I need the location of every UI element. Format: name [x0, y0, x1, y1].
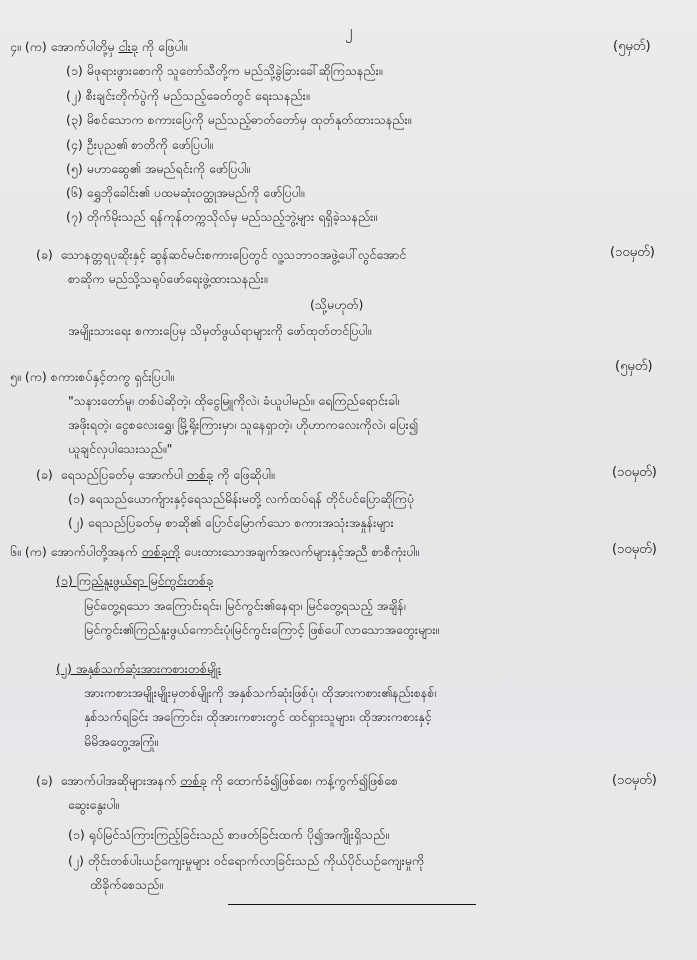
q4a-item-2: (၂) စီးချင်းတိုက်ပွဲကို မည်သည့်ခေတ်တွင် ရေးသနည်း။: [66, 88, 310, 103]
q4a-item-6: (၆) ရွှေဘိုခေါင်း၏ ပထမဆုံးဝတ္ထုအမည်ကို ဖော်ပြပါ။: [66, 185, 305, 200]
q6b-item-1: (၁) ရုပ်မြင်သံကြားကြည့်ခြင်းသည် စာဖတ်ခြင်းထက် ပို၍အကျိုးရှိသည်။: [68, 827, 390, 842]
q5b-label: (ခ): [36, 467, 53, 482]
q4a-prompt-post: ကို ဖြေပါ။: [141, 39, 188, 54]
q4b-text-1: သောနတ္တရပုဆိုးနှင့် ဆွန်ဆင်မင်းစကားပြေတွင် လူ့သဘာဝအဖွဲ့ပေါ်လွင်အောင်: [60, 247, 407, 262]
q6a-marks: (၁၀မှတ်): [612, 542, 657, 557]
q5b-prompt-pre: ရေသည်ပြခတ်မှ အောက်ပါ: [60, 467, 183, 482]
q6a-topic-2-line-1: အားကစားအမျိုးမျိုးမှတစ်မျိုးကို အနှစ်သက်ဆုံးဖြစ်ပုံ၊ ထိုအားကစား၏နည်းစနစ်၊: [84, 685, 437, 700]
q5b-header: [36, 466, 275, 484]
q5a-header: [10, 368, 174, 386]
q6b-prompt-pre: အောက်ပါအဆိုများအနက်: [60, 773, 177, 788]
page-number: ၂: [344, 22, 353, 40]
q6a-topic-2-line-3: မိမိအတွေ့အကြုံ။: [84, 734, 159, 749]
q4a-item-3: (၃) မိစင်သောက စကားပြေကို မည်သည့်ဓာတ်တော်မှ ထုတ်နုတ်ထားသနည်း။: [66, 112, 412, 127]
q6a-topic-1-title: (၁) ကြည်နူးဖွယ်ရာ မြင်ကွင်းတစ်ခု: [56, 573, 214, 588]
q5a-marks: (၅မှတ်): [615, 359, 653, 374]
q4a-item-7: (၇) တိုက်မိုးသည် ရန်ကုန်တက္ကသိုလ်မှ မည်သည့်ဘွဲ့များ ရရှိခဲ့သနည်း။: [66, 209, 378, 224]
q4a-prompt-emphasis: ငါးခု: [118, 39, 138, 54]
q6a-prompt-pre: အောက်ပါတို့အနက်: [50, 544, 138, 559]
q6a-prompt-post: ပေးထားသောအချက်အလက်များနှင့်အညီ စာစီကုံးပါ။: [184, 544, 420, 559]
q6b-prompt-emphasis: တစ်ခု: [180, 773, 207, 788]
q5a-quote-line-3: ယူချင်လှပါသေးသည်။": [68, 441, 173, 456]
q4a-prompt-pre: အောက်ပါတို့မှ: [50, 39, 115, 54]
q5a-quote-line-2: အဖိုးရတဲ့၊ ငွေစလေးရွှေ၊ မြို့ရိုးကြားမှာ၊ သူနေရှာတဲ့၊ ဟိုဟာကလေးကိုလဲ၊ ပြေး၍: [68, 417, 419, 432]
q6a-topic-2-line-2: နှစ်သက်ရခြင်း အကြောင်း၊ ထိုအားကစားတွင် ထင်ရှားသူများ၊ ထိုအားကစားနှင့်: [84, 709, 432, 724]
q6b-label: (ခ): [36, 773, 53, 788]
q6b-prompt-post: ကို ထောက်ခံ၍ဖြစ်စေ၊ ကန့်ကွက်၍ဖြစ်စေ: [210, 773, 399, 788]
q6a-prompt-emphasis: တစ်ခုကို: [141, 544, 181, 559]
q6a-topic-1-line-2: မြင်ကွင်း၏ကြည်နူးဖွယ်ကောင်းပုံ၊မြင်ကွင်းကြောင့် ဖြစ်ပေါ်လာသောအတွေးများ။: [84, 622, 440, 637]
q5b-marks: (၁၀မှတ်): [612, 465, 657, 480]
q5b-prompt-post: ကို ဖြေဆိုပါ။: [217, 467, 275, 482]
q6a-label: (က): [24, 544, 47, 559]
q4b-label: (ခ): [36, 247, 53, 262]
q6b-item-2-cont: ထိခိုက်စေသည်။: [90, 877, 164, 892]
q6b-header: [36, 772, 398, 790]
q4-number: ၄။: [10, 39, 21, 54]
q5a-prompt: စကားစပ်နှင့်တကွ ရှင်းပြပါ။: [50, 369, 174, 384]
q6b-item-2: (၂) တိုင်းတစ်ပါးယဉ်ကျေးမှုများ ဝင်ရောက်လာခြင်းသည် ကိုယ်ပိုင်ယဉ်ကျေးမှုကို: [68, 853, 425, 868]
q6a-header: [10, 543, 419, 561]
q5a-label: (က): [24, 369, 47, 384]
q6a-topic-1-line-1: မြင်တွေ့ရသော အကြောင်းရင်း၊ မြင်ကွင်း၏နေရာ၊ မြင်တွေ့ရသည့် အချိန်၊: [84, 598, 406, 613]
q4a-item-1: (၁) မိဖုရားဖွားစောကို သူတော်သီတို့က မည်သို့ခွဲခြားခေါ်ဆိုကြသနည်း။: [66, 63, 383, 78]
q4b-marks: (၁၀မှတ်): [610, 245, 655, 260]
q6a-topic-2-title: (၂) အနှစ်သက်ဆုံးအားကစားတစ်မျိုး: [56, 661, 222, 676]
q4b-alternative: အမျိုးသားရေး စကားပြေမှ သိမှတ်ဖွယ်ရာများကို ဖော်ထုတ်တင်ပြပါ။: [68, 323, 372, 338]
q5a-quote-line-1: "သနားတော်မူ၊ တစ်ပဲဆိုတဲ့၊ ထိုငွေမြူကိုလဲ၊ ခံယူပါမည်။ ရေကြည်ရောင်းခါ၊: [68, 393, 400, 408]
q6b-line-2: ဆွေးနွေးပါ။: [68, 797, 120, 812]
q4b-or: (သို့မဟုတ်): [310, 297, 364, 312]
q4a-header: [10, 38, 187, 56]
q4b-line-2: စာဆိုက မည်သို့သရုပ်ဖော်ရေးဖွဲ့ထားသနည်း။: [68, 271, 268, 286]
q4a-item-4: (၄) ဦးပုည၏ စာတိကို ဖော်ပြပါ။: [66, 137, 214, 152]
q5b-item-2: (၂) ရေသည်ပြခတ်မှ စာဆို၏ ပြောင်မြောက်သော စကားအသုံးအနှုန်းများ: [68, 515, 394, 530]
q4b-line-1: [36, 246, 406, 264]
q4a-item-5: (၅) မဟာဆွေ၏ အမည်ရင်းကို ဖော်ပြပါ။: [66, 161, 251, 176]
q5-number: ၅။: [10, 369, 21, 384]
q6-number: ၆။: [10, 544, 21, 559]
q5b-item-1: (၁) ရေသည်ယောက်ျားနှင့်ရေသည်မိန်းမတို့ လက်ထပ်ရန် တိုင်ပင်ပြောဆိုကြပုံ: [68, 491, 414, 506]
q6b-marks: (၁၀မှတ်): [612, 773, 657, 788]
q4a-label: (က): [24, 39, 47, 54]
q5b-prompt-emphasis: တစ်ခု: [186, 467, 214, 482]
q4a-marks: (၅မှတ်): [613, 39, 651, 54]
end-rule: [228, 904, 476, 905]
